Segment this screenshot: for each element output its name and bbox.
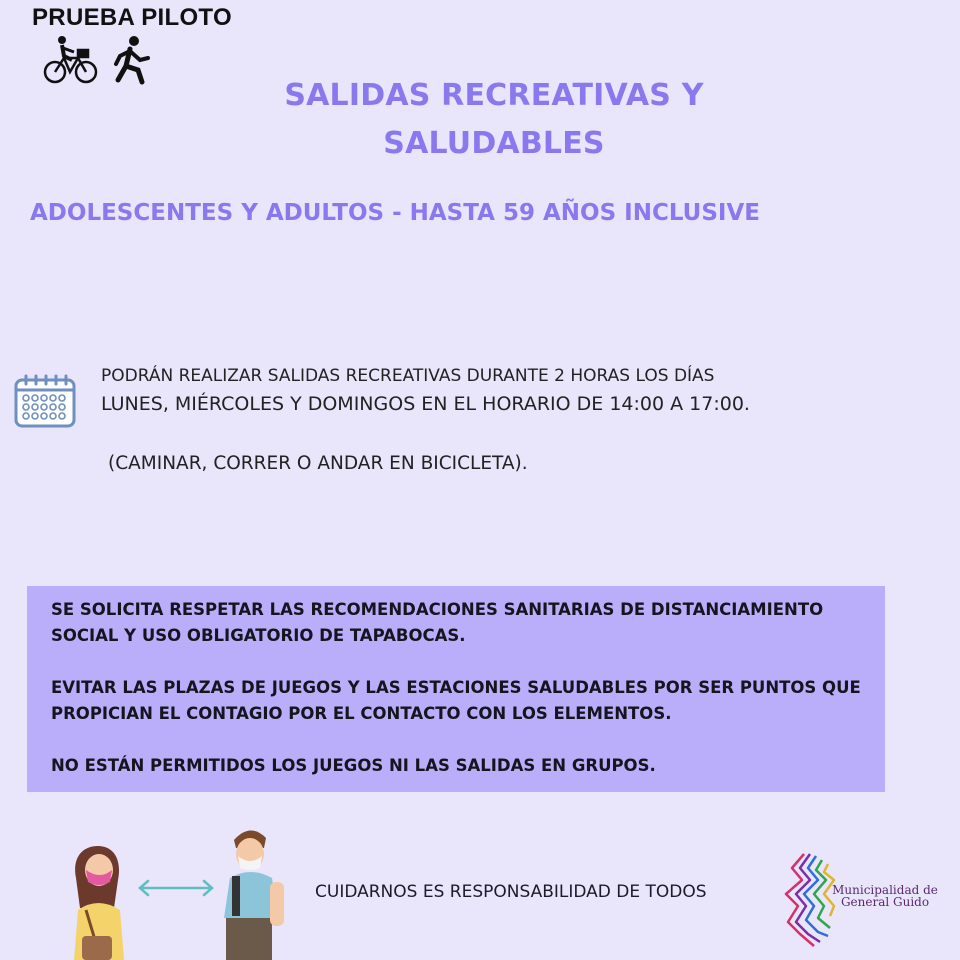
schedule-activities: (CAMINAR, CORRER O ANDAR EN BICICLETA). — [108, 453, 528, 474]
recommendations-box — [27, 586, 885, 792]
logo-line-2: General Guido — [840, 895, 930, 909]
distancing-people-illustration — [64, 818, 304, 960]
schedule-line-1: PODRÁN REALIZAR SALIDAS RECREATIVAS DURANTE 2 HORAS LOS DÍAS — [101, 366, 715, 386]
main-title — [0, 72, 960, 168]
recommendation-avoid-plazas — [51, 675, 885, 727]
recommendation-no-groups: NO ESTÁN PERMITIDOS LOS JUEGOS NI LAS SALIDAS EN GRUPOS. — [51, 756, 656, 775]
recommendation-distancing — [51, 597, 885, 649]
logo-line-1: Municipalidad de — [832, 883, 938, 897]
recommendation-distancing-line-2: SOCIAL Y USO OBLIGATORIO DE TAPABOCAS. — [51, 626, 466, 645]
municipality-name — [830, 884, 940, 908]
pilot-label: PRUEBA PILOTO — [32, 4, 232, 31]
recommendation-distancing-line-1: SE SOLICITA RESPETAR LAS RECOMENDACIONES SANITARIAS DE DISTANCIAMIENTO — [51, 600, 824, 619]
schedule-line-2: LUNES, MIÉRCOLES Y DOMINGOS EN EL HORARIO DE 14:00 A 17:00. — [101, 393, 750, 415]
footer-slogan: CUIDARNOS ES RESPONSABILIDAD DE TODOS — [315, 882, 707, 902]
title-line-1: SALIDAS RECREATIVAS Y — [284, 78, 704, 113]
recommendation-avoid-plazas-line-2: PROPICIAN EL CONTAGIO POR EL CONTACTO CON LOS ELEMENTOS. — [51, 704, 672, 723]
title-line-2: SALUDABLES — [383, 126, 605, 161]
audience-subtitle: ADOLESCENTES Y ADULTOS - HASTA 59 AÑOS INCLUSIVE — [30, 200, 760, 226]
man-figure — [224, 830, 284, 960]
recommendation-avoid-plazas-line-1: EVITAR LAS PLAZAS DE JUEGOS Y LAS ESTACIONES SALUDABLES POR SER PUNTOS QUE — [51, 678, 861, 697]
woman-figure — [74, 846, 124, 960]
distance-arrow-icon — [140, 881, 212, 895]
calendar-icon — [14, 374, 76, 428]
